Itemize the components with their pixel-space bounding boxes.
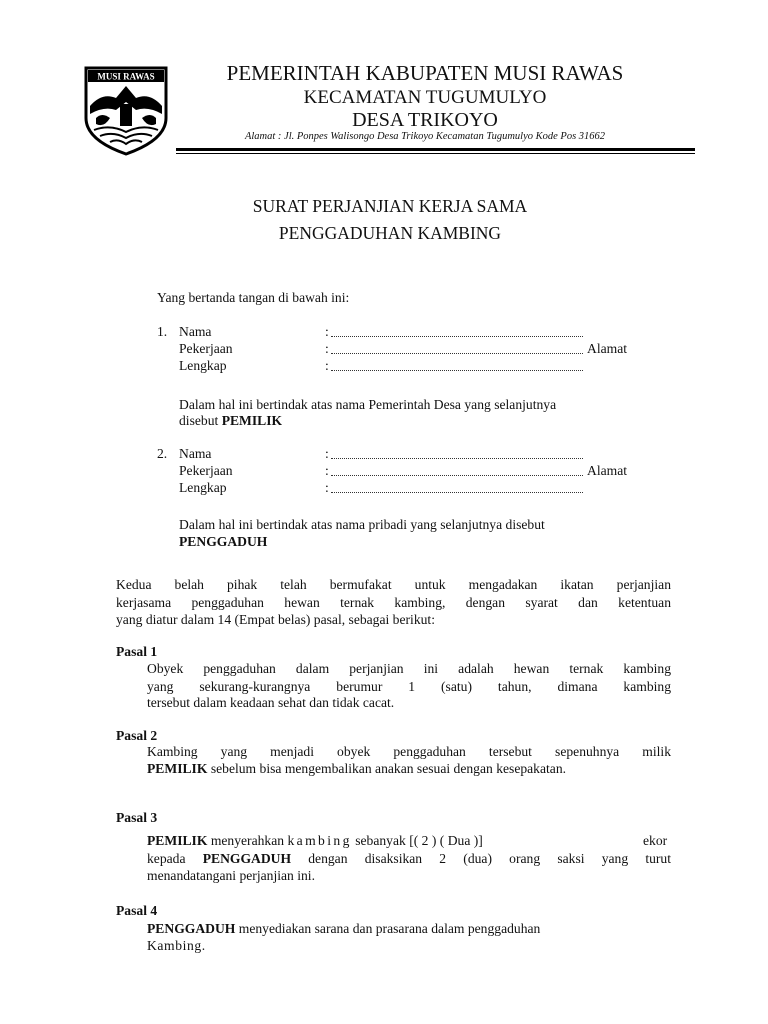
pasal-2-line-2: PEMILIK sebelum bisa mengembalikan anakan sesuai dengan kesepakatan.	[147, 761, 567, 776]
pasal-4-line-2: Kambing.	[147, 938, 206, 953]
party-2-colon-lengkap: :	[325, 480, 329, 495]
intro-text: Yang bertanda tangan di bawah ini:	[157, 290, 350, 305]
party-1-label-alamat: Alamat	[587, 341, 628, 356]
document-title: SURAT PERJANJIAN KERJA SAMA	[252, 196, 528, 216]
pasal-3-heading: Pasal 3	[116, 810, 158, 825]
party-2-label-nama: Nama	[179, 446, 212, 461]
party-1-pekerjaan-field[interactable]	[331, 353, 583, 354]
party-1-role: PEMILIK	[221, 413, 283, 428]
musi-rawas-emblem	[82, 66, 170, 156]
letterhead-divider-thin	[176, 153, 695, 154]
pasal-3-line-2: kepada PENGGADUH dengan disaksikan 2 (dua) orang saksi yang turut	[147, 851, 672, 866]
party-2-statement: Dalam hal ini bertindak atas nama pribadi yang selanjutnya disebut	[179, 517, 545, 532]
pasal-2-heading: Pasal 2	[116, 728, 158, 743]
letterhead-village: DESA TRIKOYO	[352, 109, 498, 131]
party-1-alamat-field[interactable]	[331, 370, 583, 371]
document-subtitle: PENGGADUHAN KAMBING	[278, 223, 502, 243]
party-1-statement: Dalam hal ini bertindak atas nama Pemerintah Desa yang selanjutnya	[179, 397, 557, 412]
party-1-number: 1.	[157, 324, 168, 339]
party-2-alamat-field[interactable]	[331, 492, 583, 493]
party-2-label-lengkap: Lengkap	[179, 480, 227, 495]
letterhead-divider-thick	[176, 148, 695, 151]
party-1-nama-field[interactable]	[331, 336, 583, 337]
party-2-label-alamat: Alamat	[587, 463, 628, 478]
letterhead-district: KECAMATAN TUGUMULYO	[303, 87, 547, 108]
party-1-label-pekerjaan: Pekerjaan	[179, 341, 233, 356]
pasal-3-line-3: menandatangani perjanjian ini.	[147, 868, 315, 883]
pasal-1-line-1: Obyek penggaduhan dalam perjanjian ini adalah hewan ternak kambing	[147, 661, 671, 676]
pasal-4-line-1: PENGGADUH menyediakan sarana dan prasarana dalam penggaduhan	[147, 921, 541, 936]
pasal-4-heading: Pasal 4	[116, 903, 158, 918]
pasal-3-line-1: PEMILIK menyerahkan kambing sebanyak [( 2 ) ( Dua )]	[147, 833, 483, 848]
pasal-1-line-2: yang sekurang-kurangnya berumur 1 (satu) tahun, dimana kambing	[147, 679, 671, 694]
party-2-role: PENGGADUH	[179, 534, 268, 549]
party-1-colon-lengkap: :	[325, 358, 329, 373]
pasal-3-unit: ekor	[643, 833, 668, 848]
pasal-1-line-3: tersebut dalam keadaan sehat dan tidak cacat.	[147, 695, 395, 710]
party-1-colon-nama: :	[325, 324, 329, 339]
party-2-nama-field[interactable]	[331, 458, 583, 459]
party-1-statement-cont: disebut PEMILIK	[179, 413, 283, 428]
pasal-2-line-1: Kambing yang menjadi obyek penggaduhan tersebut sepenuhnya milik	[147, 744, 671, 759]
party-2-pekerjaan-field[interactable]	[331, 475, 583, 476]
agreement-line-3: yang diatur dalam 14 (Empat belas) pasal, sebagai berikut:	[116, 612, 435, 627]
party-1-label-lengkap: Lengkap	[179, 358, 227, 373]
pasal-1-heading: Pasal 1	[116, 644, 158, 659]
party-1-label-nama: Nama	[179, 324, 212, 339]
party-2-number: 2.	[157, 446, 168, 461]
agreement-line-1: Kedua belah pihak telah bermufakat untuk mengadakan ikatan perjanjian	[116, 577, 671, 592]
letterhead-address: Alamat : Jl. Ponpes Walisongo Desa Trikoyo Kecamatan Tugumulyo Kode Pos 31662	[244, 131, 606, 142]
party-2-colon-nama: :	[325, 446, 329, 461]
party-2-label-pekerjaan: Pekerjaan	[179, 463, 233, 478]
svg-text:MUSI RAWAS: MUSI RAWAS	[97, 71, 155, 82]
party-2-colon-pekerjaan: :	[325, 463, 329, 478]
agreement-line-2: kerjasama penggaduhan hewan ternak kambing, dengan syarat dan ketentuan	[116, 595, 671, 610]
letterhead-government: PEMERINTAH KABUPATEN MUSI RAWAS	[226, 61, 624, 85]
party-1-colon-pekerjaan: :	[325, 341, 329, 356]
